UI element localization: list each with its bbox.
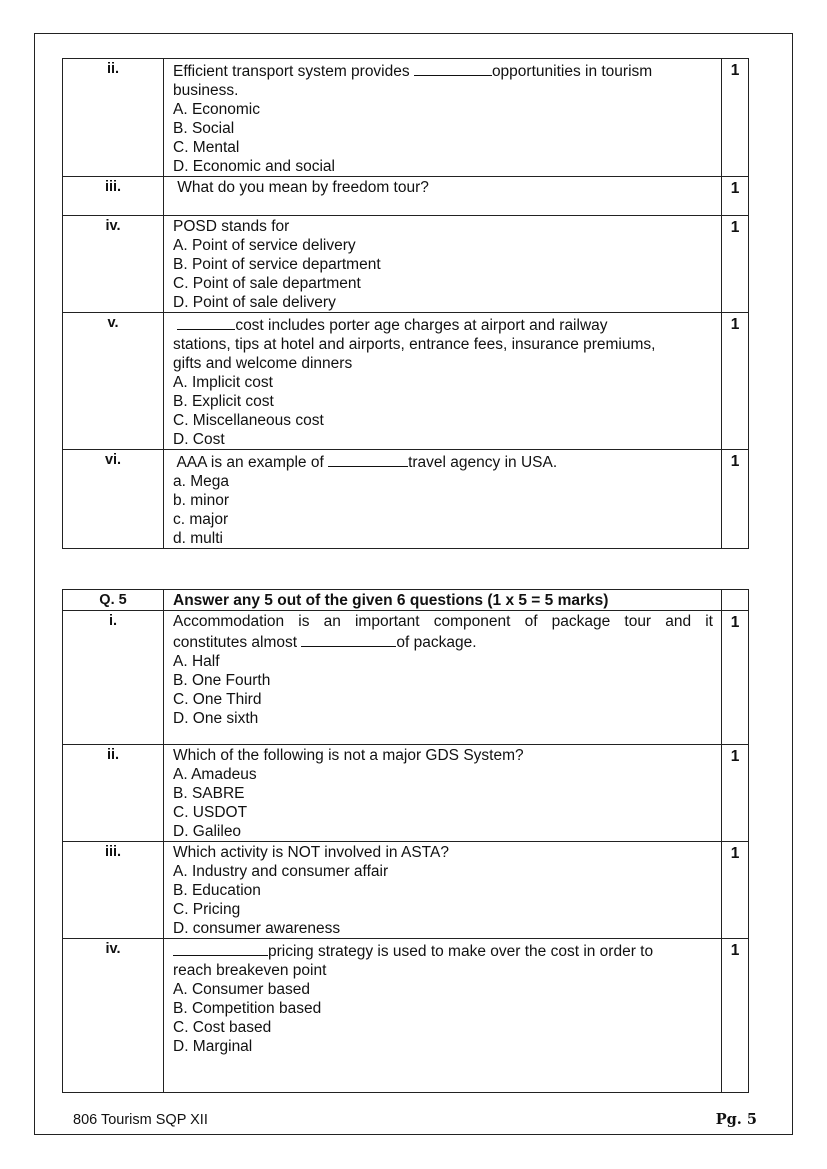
question-text: of package. — [396, 634, 477, 651]
table-row — [63, 313, 749, 450]
question-number: ii. — [63, 59, 164, 177]
question-text: AAA is an example of — [173, 454, 329, 471]
question-text: opportunities in tourism — [491, 63, 653, 80]
answer-blank — [414, 60, 492, 76]
marks: 1 — [722, 177, 749, 216]
question-cell — [164, 450, 722, 549]
table-header-row — [63, 590, 749, 611]
question-text: Which activity is NOT involved in ASTA? — [173, 844, 449, 861]
answer-blank — [328, 451, 408, 467]
question-cell — [164, 216, 722, 313]
option: A. Point of service delivery — [173, 237, 356, 254]
option: A. Implicit cost — [173, 374, 273, 391]
option: C. USDOT — [173, 804, 248, 821]
option: c. major — [173, 511, 229, 528]
table-row — [63, 842, 749, 939]
option: D. Marginal — [173, 1038, 253, 1055]
option: D. Cost — [173, 431, 225, 448]
table-row — [63, 745, 749, 842]
option: B. Point of service department — [173, 256, 381, 273]
question-number: vi. — [63, 450, 164, 549]
option: D. consumer awareness — [173, 920, 341, 937]
option: A. Consumer based — [173, 981, 310, 998]
questions-table-1 — [62, 58, 749, 549]
option: A. Economic — [173, 101, 261, 118]
option: b. minor — [173, 492, 229, 509]
table-row — [63, 939, 749, 1093]
table-row — [63, 611, 749, 745]
question-text: What do you mean by freedom tour? — [173, 179, 429, 196]
question-cell — [164, 59, 722, 177]
option: C. One Third — [173, 691, 262, 708]
question-number: iii. — [63, 177, 164, 216]
question-cell — [164, 611, 722, 745]
question-number: Q. 5 — [63, 590, 164, 611]
question-number: iii. — [63, 842, 164, 939]
marks: 1 — [722, 611, 749, 745]
option: B. Social — [173, 120, 235, 137]
question-cell — [164, 939, 722, 1093]
marks: 1 — [722, 745, 749, 842]
option: B. SABRE — [173, 785, 245, 802]
marks: 1 — [722, 313, 749, 450]
option: C. Point of sale department — [173, 275, 361, 292]
option: C. Pricing — [173, 901, 241, 918]
option: A. Amadeus — [173, 766, 257, 783]
section-instruction: Answer any 5 out of the given 6 questions (1 x 5 = 5 marks) — [164, 590, 722, 611]
question-text: business. — [173, 82, 239, 99]
page-number: Pg. 5 — [715, 1111, 757, 1128]
question-number: ii. — [63, 745, 164, 842]
questions-table-2 — [62, 589, 749, 1093]
marks: 1 — [722, 842, 749, 939]
option: D. Point of sale delivery — [173, 294, 336, 311]
question-text: stations, tips at hotel and airports, entrance fees, insurance premiums, — [173, 336, 656, 353]
answer-blank — [177, 314, 235, 330]
question-text: Accommodation is an important component of package tour and it — [173, 613, 713, 630]
question-text: constitutes almost — [173, 634, 302, 651]
question-number: iv. — [63, 939, 164, 1093]
table-row — [63, 450, 749, 549]
marks: 1 — [722, 450, 749, 549]
marks: 1 — [722, 216, 749, 313]
option: d. multi — [173, 530, 223, 547]
option: B. Education — [173, 882, 261, 899]
question-cell — [164, 842, 722, 939]
marks — [722, 590, 749, 611]
option: C. Mental — [173, 139, 240, 156]
option: D. Galileo — [173, 823, 242, 840]
option: D. One sixth — [173, 710, 259, 727]
footer-paper-code: 806 Tourism SQP XII — [73, 1112, 208, 1128]
option: A. Industry and consumer affair — [173, 863, 389, 880]
question-text: Which of the following is not a major GDS System? — [173, 747, 524, 764]
question-text: pricing strategy is used to make over the cost in order to — [268, 943, 654, 960]
question-cell — [164, 313, 722, 450]
answer-blank — [301, 631, 396, 647]
table-row — [63, 59, 749, 177]
question-text: Efficient transport system provides — [173, 63, 414, 80]
option: a. Mega — [173, 473, 230, 490]
answer-blank — [173, 940, 268, 956]
option: B. One Fourth — [173, 672, 271, 689]
question-text: POSD stands for — [173, 218, 290, 235]
question-number: iv. — [63, 216, 164, 313]
question-cell — [164, 745, 722, 842]
question-number: i. — [63, 611, 164, 745]
table-row — [63, 216, 749, 313]
option: B. Competition based — [173, 1000, 322, 1017]
option: C. Miscellaneous cost — [173, 412, 324, 429]
marks: 1 — [722, 59, 749, 177]
option: D. Economic and social — [173, 158, 335, 175]
question-text: travel agency in USA. — [408, 454, 558, 471]
marks: 1 — [722, 939, 749, 1093]
question-number: v. — [63, 313, 164, 450]
option: B. Explicit cost — [173, 393, 274, 410]
question-text: cost includes porter age charges at airport and railway — [235, 317, 608, 334]
option: C. Cost based — [173, 1019, 272, 1036]
table-row — [63, 177, 749, 216]
option: A. Half — [173, 653, 220, 670]
question-text: reach breakeven point — [173, 962, 327, 979]
question-text: gifts and welcome dinners — [173, 355, 353, 372]
question-cell — [164, 177, 722, 216]
